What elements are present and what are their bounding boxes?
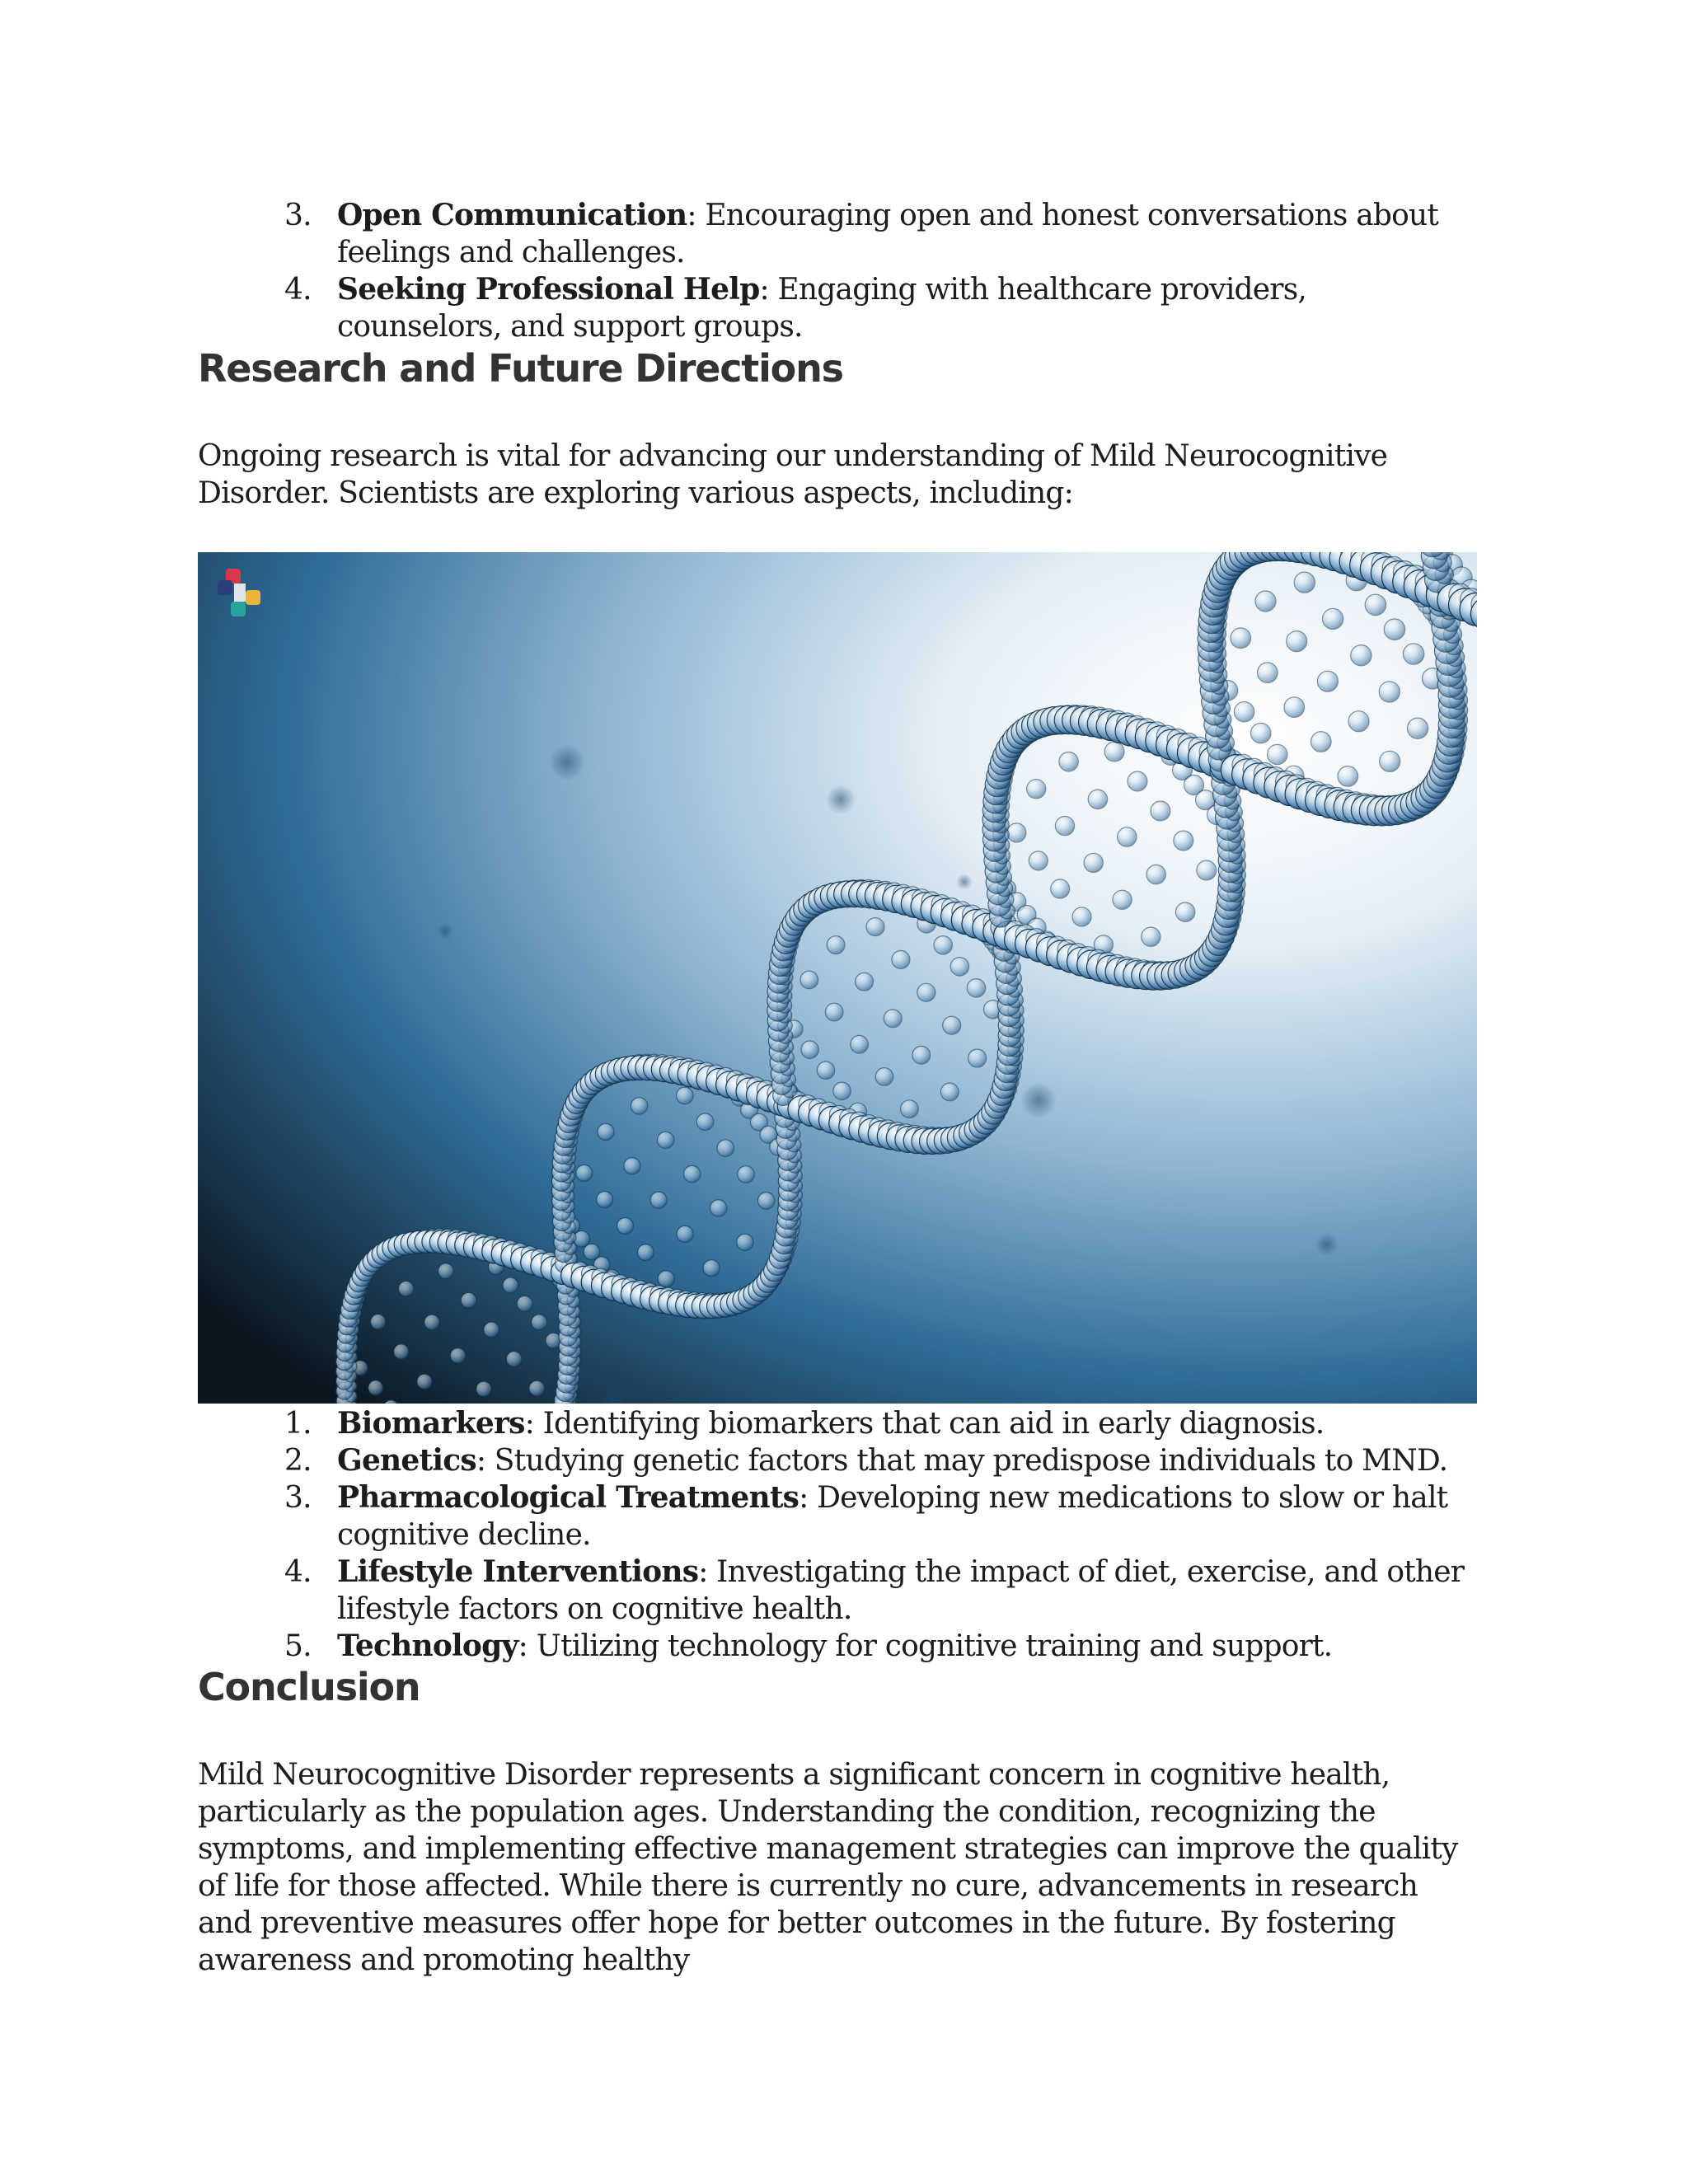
research-heading: Research and Future Directions	[198, 346, 843, 391]
list-term: Biomarkers	[337, 1406, 525, 1441]
list-term: Open Communication	[337, 198, 687, 232]
list-item	[198, 271, 1477, 345]
list-number: 3.	[284, 1481, 312, 1515]
list-item	[198, 1442, 1484, 1479]
list-number: 2.	[284, 1444, 312, 1478]
list-term: Lifestyle Interventions	[337, 1554, 699, 1589]
list-text: : Studying genetic factors that may predispose individuals to MND.	[476, 1444, 1448, 1478]
list-text: : Developing new medications to slow or halt cognitive decline.	[337, 1481, 1448, 1552]
list-item	[198, 1628, 1484, 1665]
list-item	[198, 197, 1477, 271]
research-list	[198, 1405, 1484, 1665]
coping-list	[198, 197, 1477, 345]
conclusion-heading: Conclusion	[198, 1665, 420, 1709]
list-term: Seeking Professional Help	[337, 272, 760, 307]
list-item	[198, 1479, 1484, 1554]
list-term: Technology	[337, 1629, 518, 1663]
list-item	[198, 1554, 1484, 1628]
list-text: : Encouraging open and honest conversations about feelings and challenges.	[337, 199, 1439, 269]
list-term: Pharmacological Treatments	[337, 1480, 799, 1515]
list-text: : Investigating the impact of diet, exercise, and other lifestyle factors on cognitive health.	[337, 1555, 1465, 1626]
image-background	[198, 552, 1477, 1404]
list-text: : Identifying biomarkers that can aid in early diagnosis.	[524, 1407, 1325, 1441]
list-term: Genetics	[337, 1443, 476, 1478]
list-number: 4.	[284, 1555, 312, 1589]
list-number: 4.	[284, 273, 312, 307]
list-text: : Utilizing technology for cognitive training and support.	[518, 1629, 1333, 1663]
research-intro: Ongoing research is vital for advancing our understanding of Mild Neurocognitive Disorder. Scientists are exploring various aspects, including:	[198, 439, 1388, 510]
list-number: 3.	[284, 199, 312, 232]
list-number: 1.	[284, 1407, 312, 1441]
list-item	[198, 1405, 1484, 1442]
list-number: 5.	[284, 1629, 312, 1663]
dna-helix-image	[198, 552, 1477, 1404]
list-text: : Engaging with healthcare providers, counselors, and support groups.	[337, 273, 1307, 344]
conclusion-text: Mild Neurocognitive Disorder represents a significant concern in cognitive health, particularly as the population ages. Understanding the condition, recognizing the symptoms, and implementing effective management strategies can improve the quality of life for those affected. While there is currently no cure, advancements in research and preventive measures offer hope for better outcomes in the future. By fostering awareness and promoting healthy	[198, 1758, 1458, 1977]
